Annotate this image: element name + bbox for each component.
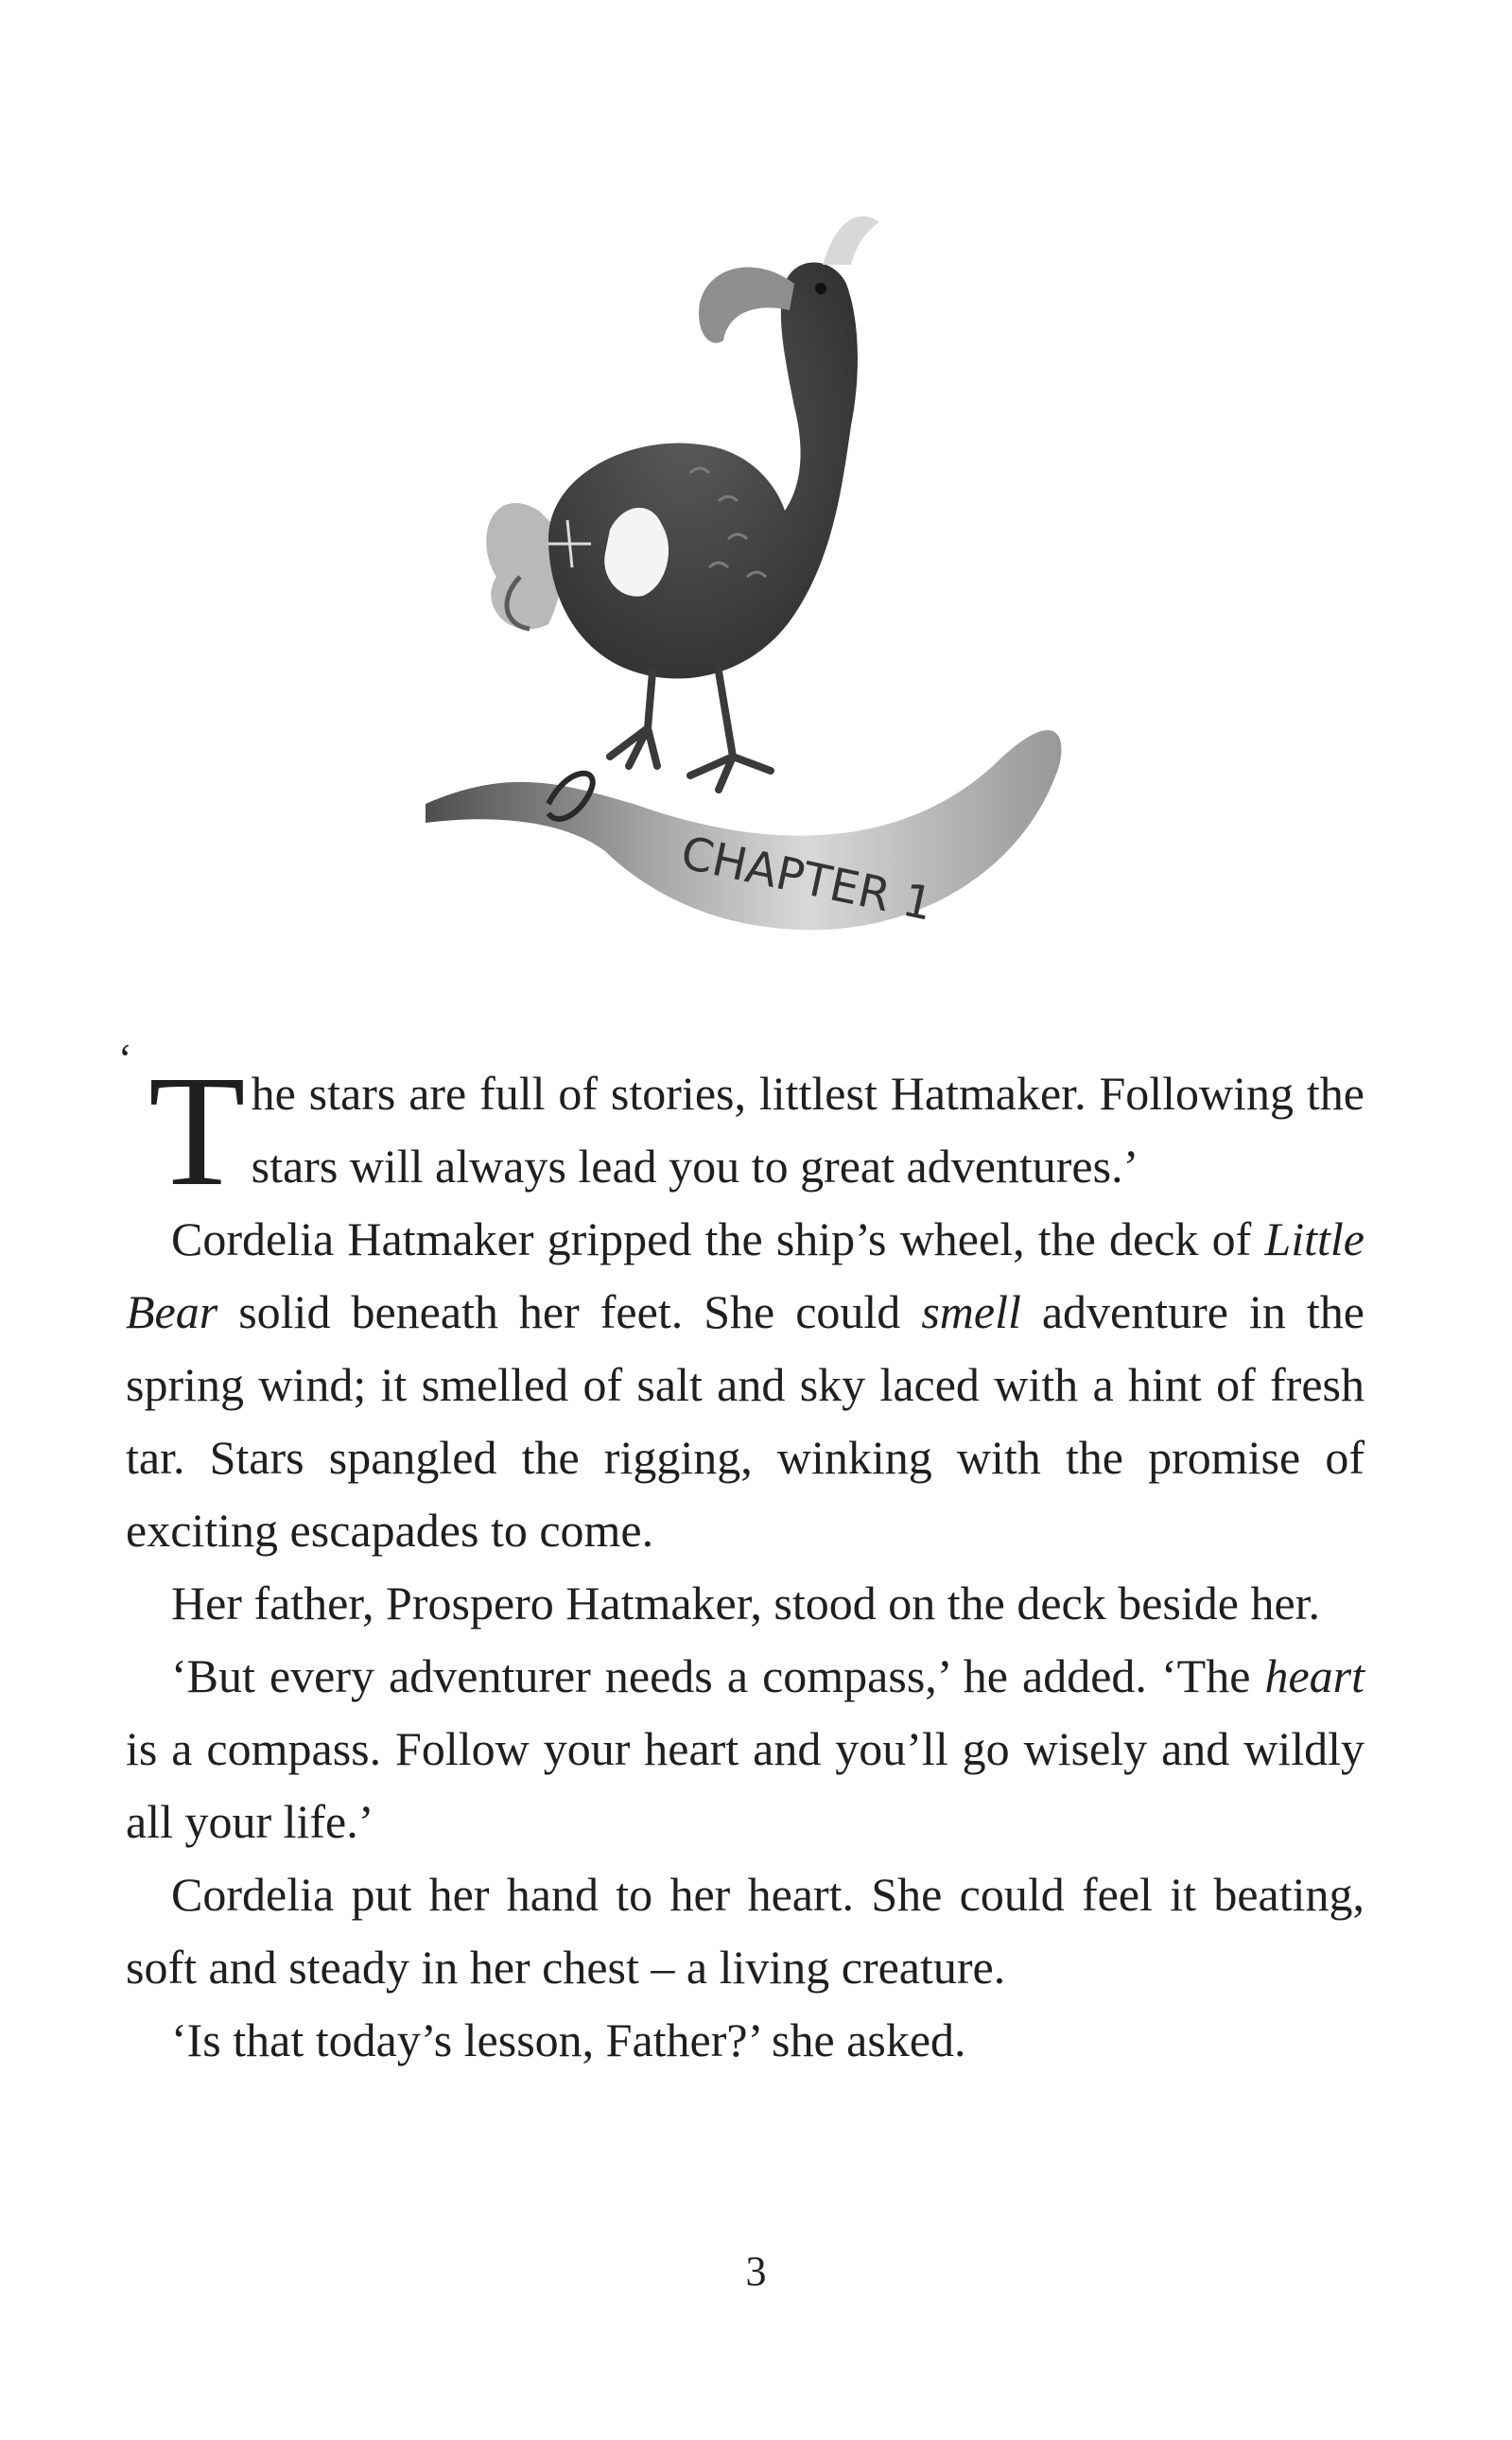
paragraph-4-part-c: is a compass. Follow your heart and you’ll go wisely and wildly all your life.’ (126, 1722, 1364, 1848)
dodo-icon (407, 199, 1106, 955)
paragraph-6: ‘Is that today’s lesson, Father?’ she asked. (171, 2013, 966, 2066)
emphasis-heart: heart (1264, 1649, 1364, 1702)
chapter-heading: CHAPTER 1 (676, 826, 938, 932)
emphasis-smell: smell (921, 1285, 1021, 1338)
paragraph-4-part-a: ‘But every adventurer needs a compass,’ he added. ‘The (171, 1649, 1265, 1702)
chapter-text (118, 1036, 1364, 2077)
paragraph-4 (126, 1640, 1364, 1858)
paragraph-1-text: he stars are full of stories, littlest Hatmaker. Following the stars will always lead you to great adventures.’ (251, 1067, 1364, 1193)
paragraph-2-part-c: solid beneath her feet. She could (217, 1285, 922, 1338)
opening-quote-mark: ‘ (118, 1036, 132, 1082)
chapter-illustration (407, 199, 1106, 955)
drop-cap: T (148, 1043, 246, 1219)
paragraph-1 (118, 1036, 1364, 1219)
ship-name: Little Bear (126, 1212, 1364, 1338)
paragraph-3: Her father, Prospero Hatmaker, stood on the deck beside her. (171, 1577, 1321, 1630)
paragraph-5: Cordelia put her hand to her heart. She could feel it beating, soft and steady in her chest – a living creature. (126, 1868, 1364, 1994)
paragraph-2-part-a: Cordelia Hatmaker gripped the ship’s wheel, the deck of (171, 1212, 1265, 1265)
paragraph-2-part-e: adventure in the spring wind; it smelled of salt and sky laced with a hint of fresh tar. Stars spangled the rigging, winking with the promise of exciting escapades to come. (126, 1285, 1364, 1557)
page-number: 3 (745, 2248, 767, 2294)
paragraph-2 (126, 1203, 1364, 1567)
